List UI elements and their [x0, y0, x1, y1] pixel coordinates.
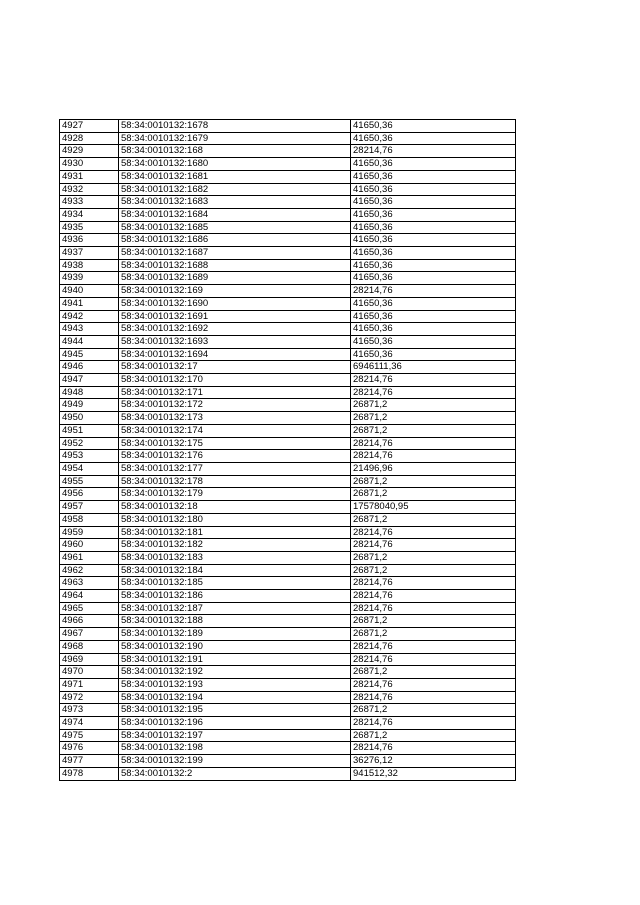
table-row [60, 374, 516, 387]
row-number-cell: 4963 [60, 577, 119, 590]
cadastral-number-cell: 58:34:0010132:1687 [119, 247, 351, 260]
value-cell: 21496,96 [351, 462, 516, 475]
table-row [60, 310, 516, 323]
value-cell: 41650,36 [351, 196, 516, 209]
value-cell: 26871,2 [351, 551, 516, 564]
cadastral-number-cell: 58:34:0010132:171 [119, 386, 351, 399]
cadastral-number-cell: 58:34:0010132:1681 [119, 170, 351, 183]
cadastral-number-cell: 58:34:0010132:193 [119, 678, 351, 691]
value-cell: 41650,36 [351, 297, 516, 310]
row-number-cell: 4975 [60, 729, 119, 742]
value-cell: 28214,76 [351, 717, 516, 730]
table-row [60, 564, 516, 577]
cadastral-number-cell: 58:34:0010132:1680 [119, 158, 351, 171]
table-row [60, 335, 516, 348]
cadastral-number-cell: 58:34:0010132:1688 [119, 259, 351, 272]
row-number-cell: 4942 [60, 310, 119, 323]
row-number-cell: 4931 [60, 170, 119, 183]
table-row [60, 755, 516, 768]
value-cell: 41650,36 [351, 120, 516, 133]
table-row [60, 450, 516, 463]
row-number-cell: 4955 [60, 475, 119, 488]
row-number-cell: 4964 [60, 590, 119, 603]
row-number-cell: 4932 [60, 183, 119, 196]
table-row [60, 221, 516, 234]
cadastral-number-cell: 58:34:0010132:1684 [119, 208, 351, 221]
value-cell: 41650,36 [351, 247, 516, 260]
table-row [60, 285, 516, 298]
row-number-cell: 4976 [60, 742, 119, 755]
cadastral-number-cell: 58:34:0010132:1678 [119, 120, 351, 133]
cadastral-number-cell: 58:34:0010132:196 [119, 717, 351, 730]
value-cell: 41650,36 [351, 132, 516, 145]
row-number-cell: 4973 [60, 704, 119, 717]
row-number-cell: 4978 [60, 767, 119, 780]
value-cell: 41650,36 [351, 272, 516, 285]
value-cell: 26871,2 [351, 513, 516, 526]
table-row [60, 297, 516, 310]
table-row [60, 704, 516, 717]
cadastral-number-cell: 58:34:0010132:190 [119, 640, 351, 653]
row-number-cell: 4947 [60, 374, 119, 387]
table-row [60, 653, 516, 666]
value-cell: 41650,36 [351, 158, 516, 171]
cadastral-number-cell: 58:34:0010132:184 [119, 564, 351, 577]
value-cell: 28214,76 [351, 691, 516, 704]
value-cell: 26871,2 [351, 412, 516, 425]
row-number-cell: 4968 [60, 640, 119, 653]
value-cell: 41650,36 [351, 170, 516, 183]
row-number-cell: 4970 [60, 666, 119, 679]
value-cell: 41650,36 [351, 323, 516, 336]
value-cell: 26871,2 [351, 424, 516, 437]
row-number-cell: 4943 [60, 323, 119, 336]
table-row [60, 247, 516, 260]
row-number-cell: 4956 [60, 488, 119, 501]
table-row [60, 615, 516, 628]
value-cell: 41650,36 [351, 183, 516, 196]
table-row [60, 475, 516, 488]
table-row [60, 628, 516, 641]
table-row [60, 158, 516, 171]
value-cell: 28214,76 [351, 653, 516, 666]
cadastral-number-cell: 58:34:0010132:2 [119, 767, 351, 780]
row-number-cell: 4934 [60, 208, 119, 221]
table-row [60, 640, 516, 653]
cadastral-number-cell: 58:34:0010132:1683 [119, 196, 351, 209]
value-cell: 41650,36 [351, 335, 516, 348]
value-cell: 41650,36 [351, 259, 516, 272]
cadastral-number-cell: 58:34:0010132:1689 [119, 272, 351, 285]
row-number-cell: 4929 [60, 145, 119, 158]
row-number-cell: 4971 [60, 678, 119, 691]
row-number-cell: 4938 [60, 259, 119, 272]
table-row [60, 234, 516, 247]
cadastral-number-cell: 58:34:0010132:170 [119, 374, 351, 387]
table-row [60, 208, 516, 221]
value-cell: 41650,36 [351, 348, 516, 361]
table-body [60, 120, 516, 781]
table-row [60, 526, 516, 539]
row-number-cell: 4954 [60, 462, 119, 475]
cadastral-number-cell: 58:34:0010132:1690 [119, 297, 351, 310]
table-row [60, 717, 516, 730]
cadastral-number-cell: 58:34:0010132:1679 [119, 132, 351, 145]
cadastral-number-cell: 58:34:0010132:179 [119, 488, 351, 501]
value-cell: 28214,76 [351, 145, 516, 158]
value-cell: 28214,76 [351, 386, 516, 399]
table-row [60, 742, 516, 755]
cadastral-number-cell: 58:34:0010132:195 [119, 704, 351, 717]
row-number-cell: 4952 [60, 437, 119, 450]
cadastral-number-cell: 58:34:0010132:181 [119, 526, 351, 539]
value-cell: 28214,76 [351, 640, 516, 653]
row-number-cell: 4972 [60, 691, 119, 704]
value-cell: 41650,36 [351, 221, 516, 234]
table-row [60, 145, 516, 158]
row-number-cell: 4961 [60, 551, 119, 564]
cadastral-number-cell: 58:34:0010132:183 [119, 551, 351, 564]
table-row [60, 272, 516, 285]
value-cell: 41650,36 [351, 310, 516, 323]
cadastral-number-cell: 58:34:0010132:192 [119, 666, 351, 679]
table-row [60, 577, 516, 590]
cadastral-number-cell: 58:34:0010132:168 [119, 145, 351, 158]
row-number-cell: 4966 [60, 615, 119, 628]
table-row [60, 348, 516, 361]
table-row [60, 170, 516, 183]
table-row [60, 666, 516, 679]
cadastral-number-cell: 58:34:0010132:172 [119, 399, 351, 412]
cadastral-number-cell: 58:34:0010132:186 [119, 590, 351, 603]
row-number-cell: 4936 [60, 234, 119, 247]
table-row [60, 412, 516, 425]
table-row [60, 259, 516, 272]
row-number-cell: 4950 [60, 412, 119, 425]
row-number-cell: 4949 [60, 399, 119, 412]
cadastral-number-cell: 58:34:0010132:188 [119, 615, 351, 628]
value-cell: 28214,76 [351, 437, 516, 450]
value-cell: 17578040,95 [351, 501, 516, 514]
row-number-cell: 4977 [60, 755, 119, 768]
table-row [60, 590, 516, 603]
cadastral-number-cell: 58:34:0010132:189 [119, 628, 351, 641]
cadastral-number-cell: 58:34:0010132:180 [119, 513, 351, 526]
table-row [60, 196, 516, 209]
row-number-cell: 4935 [60, 221, 119, 234]
row-number-cell: 4937 [60, 247, 119, 260]
cadastral-number-cell: 58:34:0010132:194 [119, 691, 351, 704]
table-row [60, 602, 516, 615]
value-cell: 28214,76 [351, 678, 516, 691]
row-number-cell: 4933 [60, 196, 119, 209]
table-row [60, 767, 516, 780]
value-cell: 28214,76 [351, 539, 516, 552]
value-cell: 26871,2 [351, 615, 516, 628]
row-number-cell: 4930 [60, 158, 119, 171]
row-number-cell: 4960 [60, 539, 119, 552]
row-number-cell: 4941 [60, 297, 119, 310]
row-number-cell: 4967 [60, 628, 119, 641]
cadastral-number-cell: 58:34:0010132:197 [119, 729, 351, 742]
table-row [60, 462, 516, 475]
row-number-cell: 4959 [60, 526, 119, 539]
table-row [60, 437, 516, 450]
cadastral-number-cell: 58:34:0010132:174 [119, 424, 351, 437]
row-number-cell: 4958 [60, 513, 119, 526]
cadastral-number-cell: 58:34:0010132:18 [119, 501, 351, 514]
cadastral-number-cell: 58:34:0010132:198 [119, 742, 351, 755]
value-cell: 36276,12 [351, 755, 516, 768]
row-number-cell: 4944 [60, 335, 119, 348]
table-row [60, 132, 516, 145]
cadastral-number-cell: 58:34:0010132:187 [119, 602, 351, 615]
row-number-cell: 4965 [60, 602, 119, 615]
cadastral-number-cell: 58:34:0010132:177 [119, 462, 351, 475]
cadastral-number-cell: 58:34:0010132:199 [119, 755, 351, 768]
value-cell: 26871,2 [351, 628, 516, 641]
table-row [60, 386, 516, 399]
value-cell: 41650,36 [351, 208, 516, 221]
value-cell: 26871,2 [351, 488, 516, 501]
table-row [60, 539, 516, 552]
row-number-cell: 4974 [60, 717, 119, 730]
table-row [60, 501, 516, 514]
cadastral-number-cell: 58:34:0010132:1694 [119, 348, 351, 361]
table-row [60, 729, 516, 742]
value-cell: 6946111,36 [351, 361, 516, 374]
cadastral-number-cell: 58:34:0010132:185 [119, 577, 351, 590]
value-cell: 41650,36 [351, 234, 516, 247]
cadastral-number-cell: 58:34:0010132:169 [119, 285, 351, 298]
cadastral-number-cell: 58:34:0010132:173 [119, 412, 351, 425]
table-row [60, 691, 516, 704]
value-cell: 28214,76 [351, 450, 516, 463]
row-number-cell: 4962 [60, 564, 119, 577]
cadastral-number-cell: 58:34:0010132:1685 [119, 221, 351, 234]
cadastral-number-cell: 58:34:0010132:182 [119, 539, 351, 552]
cadastral-number-cell: 58:34:0010132:1692 [119, 323, 351, 336]
table-row [60, 424, 516, 437]
row-number-cell: 4940 [60, 285, 119, 298]
value-cell: 941512,32 [351, 767, 516, 780]
value-cell: 28214,76 [351, 526, 516, 539]
cadastral-number-cell: 58:34:0010132:1693 [119, 335, 351, 348]
value-cell: 28214,76 [351, 602, 516, 615]
cadastral-number-cell: 58:34:0010132:175 [119, 437, 351, 450]
row-number-cell: 4957 [60, 501, 119, 514]
data-table [59, 119, 516, 781]
cadastral-number-cell: 58:34:0010132:17 [119, 361, 351, 374]
table-row [60, 513, 516, 526]
row-number-cell: 4948 [60, 386, 119, 399]
cadastral-number-cell: 58:34:0010132:191 [119, 653, 351, 666]
row-number-cell: 4953 [60, 450, 119, 463]
value-cell: 26871,2 [351, 399, 516, 412]
row-number-cell: 4946 [60, 361, 119, 374]
table-row [60, 183, 516, 196]
value-cell: 26871,2 [351, 704, 516, 717]
table-row [60, 361, 516, 374]
table-row [60, 323, 516, 336]
table-row [60, 678, 516, 691]
cadastral-number-cell: 58:34:0010132:1691 [119, 310, 351, 323]
value-cell: 26871,2 [351, 666, 516, 679]
cadastral-number-cell: 58:34:0010132:1686 [119, 234, 351, 247]
table-row [60, 488, 516, 501]
table-row [60, 120, 516, 133]
row-number-cell: 4969 [60, 653, 119, 666]
row-number-cell: 4945 [60, 348, 119, 361]
value-cell: 26871,2 [351, 729, 516, 742]
cadastral-number-cell: 58:34:0010132:178 [119, 475, 351, 488]
value-cell: 28214,76 [351, 742, 516, 755]
table-row [60, 551, 516, 564]
value-cell: 26871,2 [351, 475, 516, 488]
row-number-cell: 4951 [60, 424, 119, 437]
row-number-cell: 4939 [60, 272, 119, 285]
value-cell: 28214,76 [351, 285, 516, 298]
row-number-cell: 4927 [60, 120, 119, 133]
value-cell: 28214,76 [351, 374, 516, 387]
table-row [60, 399, 516, 412]
cadastral-number-cell: 58:34:0010132:176 [119, 450, 351, 463]
value-cell: 28214,76 [351, 590, 516, 603]
value-cell: 28214,76 [351, 577, 516, 590]
cadastral-number-cell: 58:34:0010132:1682 [119, 183, 351, 196]
row-number-cell: 4928 [60, 132, 119, 145]
value-cell: 26871,2 [351, 564, 516, 577]
